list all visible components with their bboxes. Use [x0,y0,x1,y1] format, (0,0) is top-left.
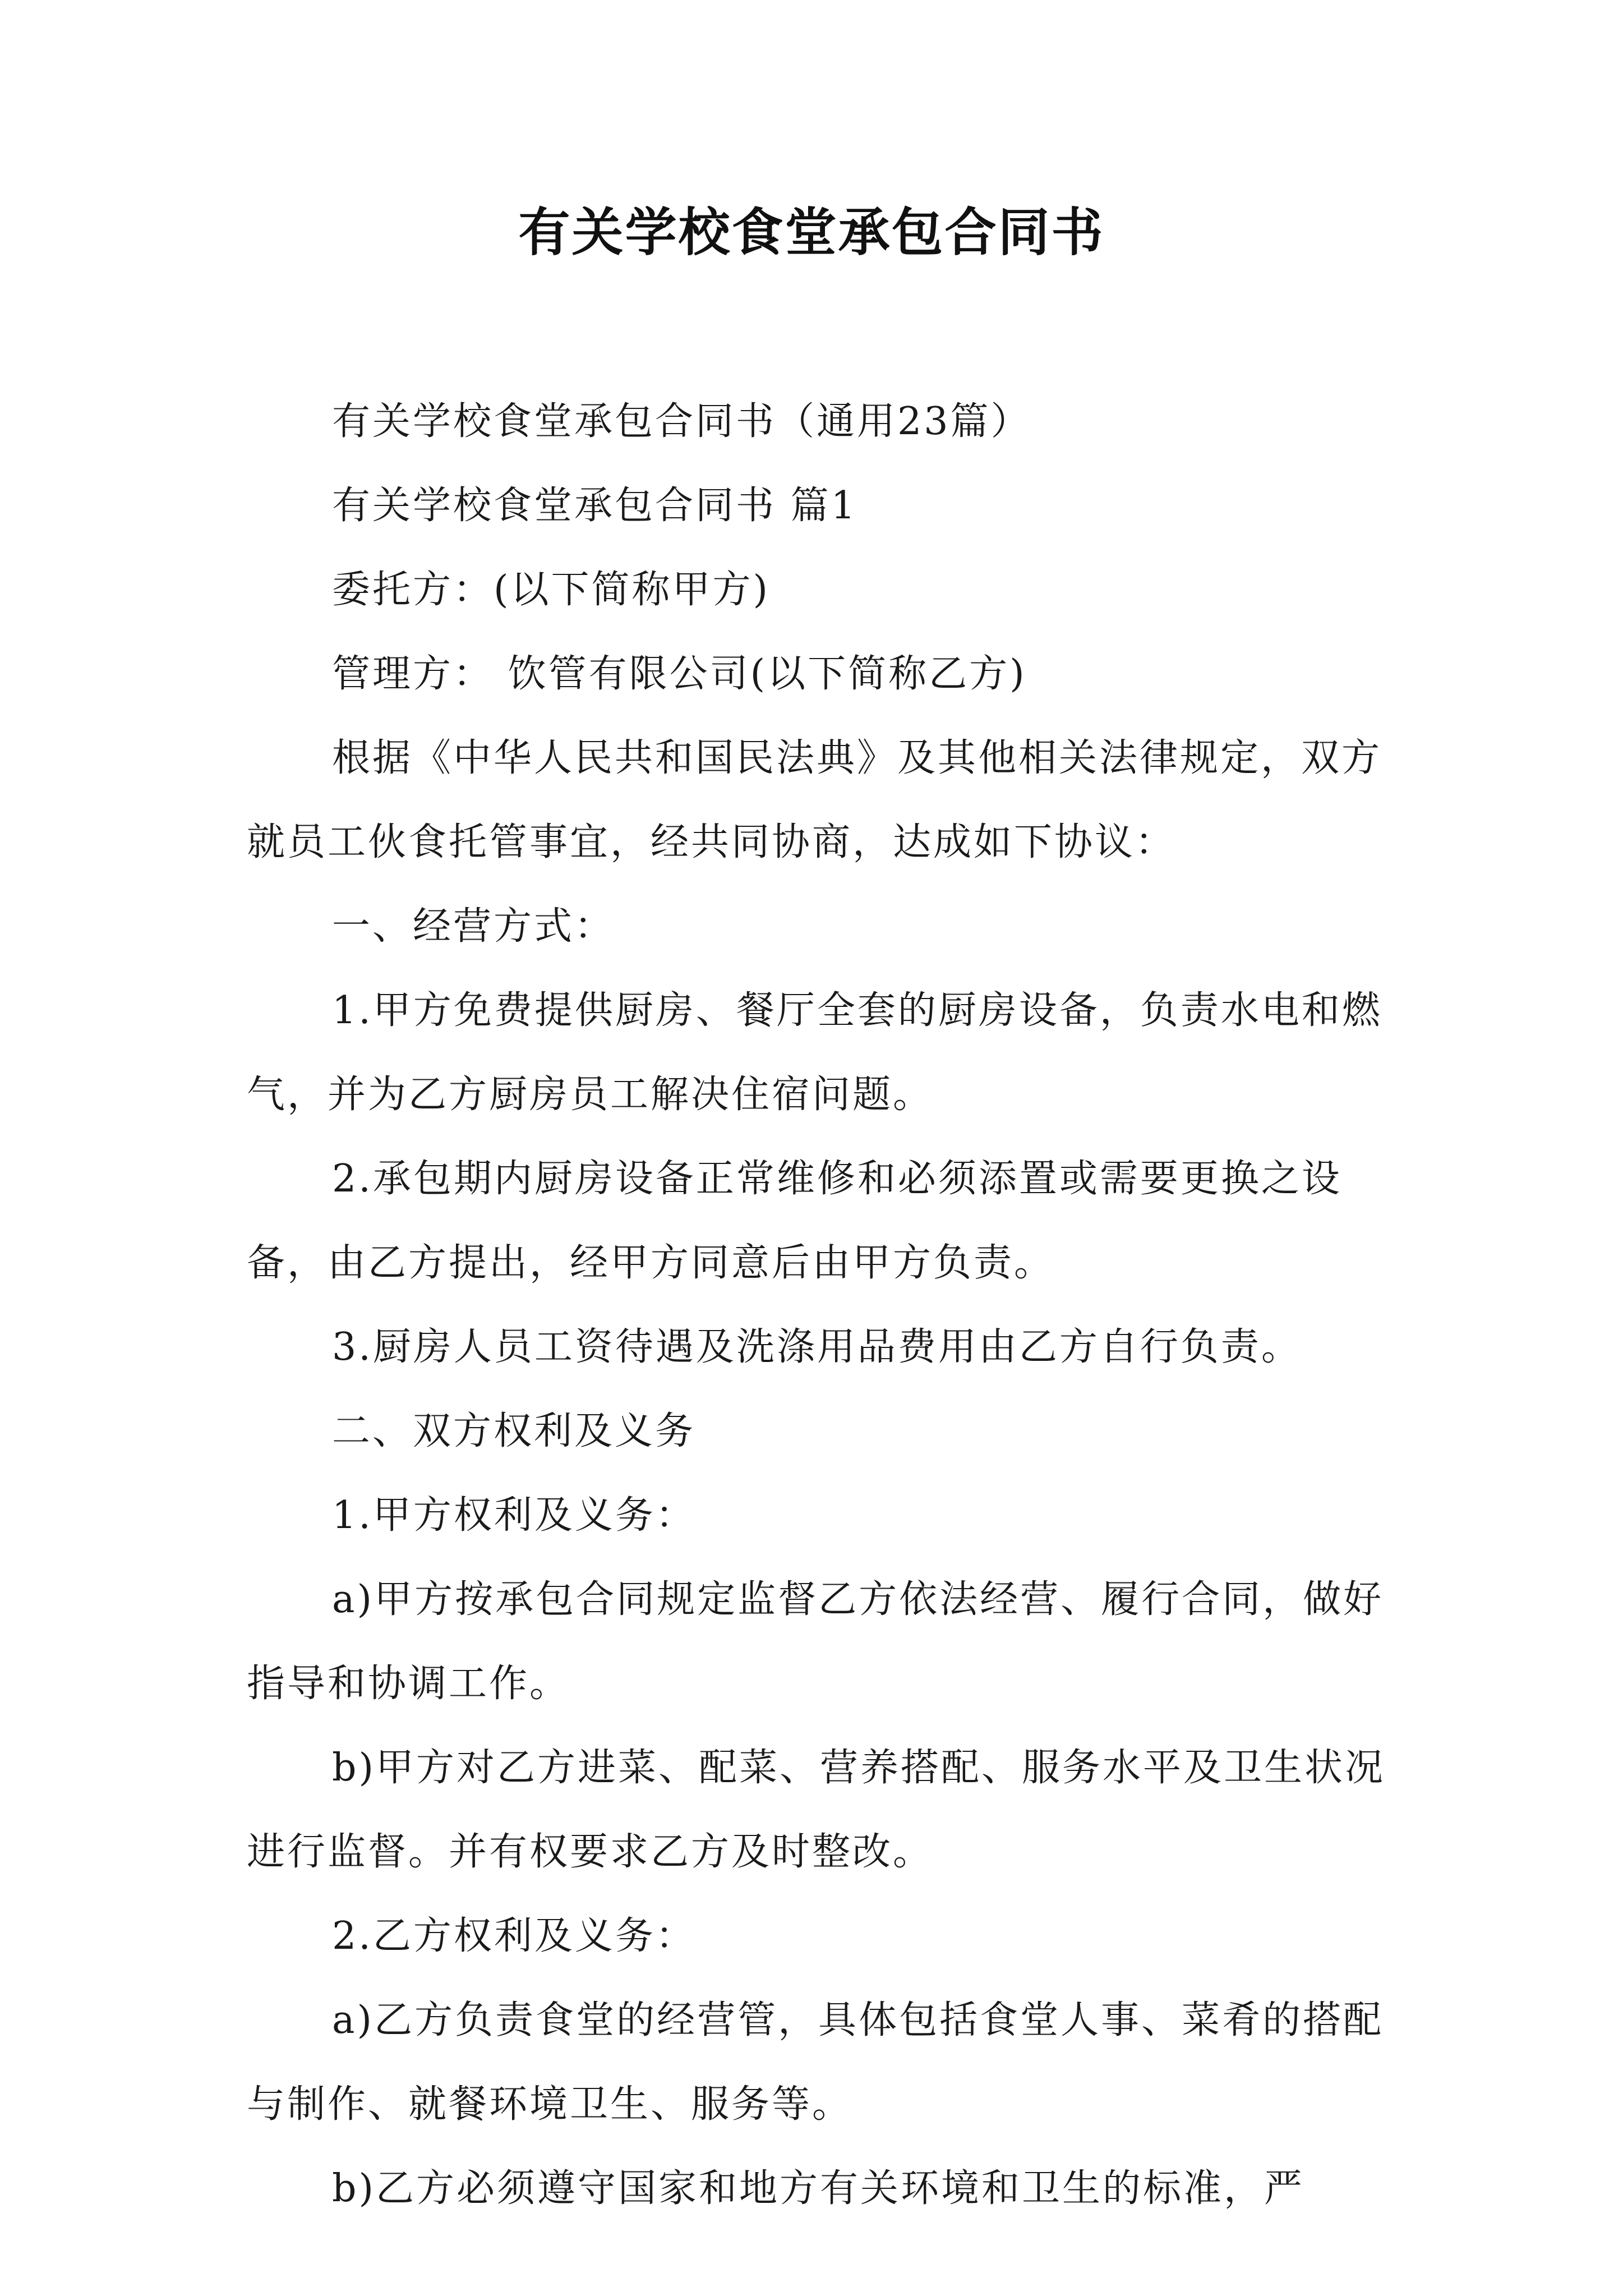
paragraph-party-a-right-b: b)甲方对乙方进菜、配菜、营养搭配、服务水平及卫生状况进行监督。并有权要求乙方及时整改。 [247,1746,1386,1874]
paragraph-heading-rights: 二、双方权利及义务 [332,1409,696,1453]
paragraph-clause-1: 1.甲方免费提供厨房、餐厅全套的厨房设备，负责水电和燃气，并为乙方厨房员工解决住宿问题。 [247,988,1382,1117]
document-body [247,380,1396,2231]
paragraph-subtitle: 有关学校食堂承包合同书（通用23篇） [332,399,1031,444]
paragraph-section-heading: 有关学校食堂承包合同书 篇1 [332,484,857,528]
document-title: 有关学校食堂承包合同书 [518,203,1105,263]
paragraph-party-a-rights-heading: 1.甲方权利及义务： [332,1493,696,1538]
paragraph-party-b-right-b: b)乙方必须遵守国家和地方有关环境和卫生的标准，严 [332,2166,1305,2211]
paragraph-party-a: 委托方：(以下简称甲方) [332,568,771,612]
paragraph-heading-operation: 一、经营方式： [332,904,615,949]
paragraph-preamble: 根据《中华人民共和国民法典》及其他相关法律规定，双方就员工伙食托管事宜，经共同协商，达成如下协议： [247,736,1382,864]
paragraph-clause-2: 2.承包期内厨房设备正常维修和必须添置或需要更换之设备，由乙方提出，经甲方同意后由甲方负责。 [247,1157,1342,1285]
paragraph-party-a-right-a: a)甲方按承包合同规定监督乙方依法经营、履行合同，做好指导和协调工作。 [247,1577,1384,1706]
paragraph-clause-3: 3.厨房人员工资待遇及洗涤用品费用由乙方自行负责。 [332,1325,1302,1369]
paragraph-party-b-right-a: a)乙方负责食堂的经营管，具体包括食堂人事、菜肴的搭配与制作、就餐环境卫生、服务等。 [247,1998,1384,2127]
paragraph-party-b: 管理方： 饮管有限公司(以下简称乙方) [332,652,1027,696]
paragraph-party-b-rights-heading: 2.乙方权利及义务： [332,1914,696,1958]
